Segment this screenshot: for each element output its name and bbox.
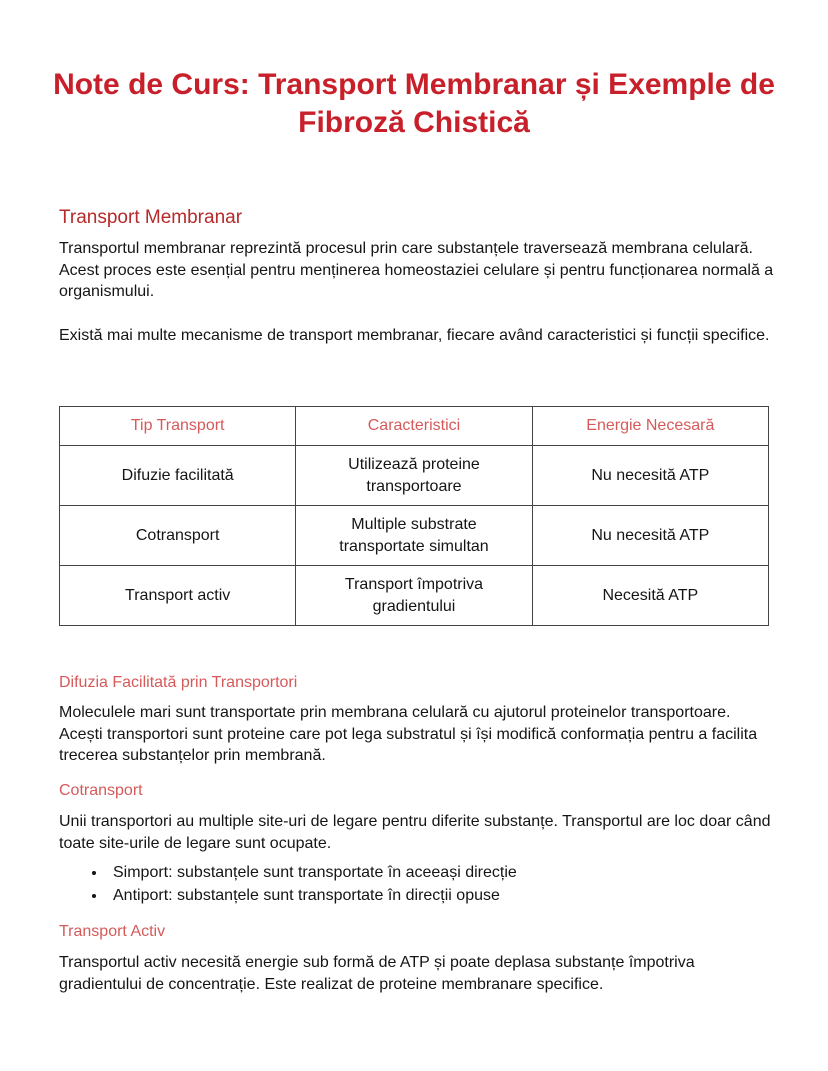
cotransport-paragraph: Unii transportori au multiple site-uri de legare pentru diferite substanțe. Transportul are loc doar când toate site-urile de legare sunt ocupate. — [59, 813, 771, 852]
table-header-cell: Tip Transport — [60, 407, 296, 446]
table-cell: Utilizează proteine transportoare — [296, 446, 532, 506]
mechanisms-paragraph: Există mai multe mecanisme de transport membranar, fiecare având caracteristici și funcții specifice. — [59, 327, 770, 344]
table-cell: Cotransport — [60, 506, 296, 566]
table-header-cell: Energie Necesară — [532, 407, 768, 446]
table-header-cell: Caracteristici — [296, 407, 532, 446]
table-cell: Necesită ATP — [532, 566, 768, 626]
table-row — [60, 566, 769, 626]
intro-paragraph: Transportul membranar reprezintă procesul prin care substanțele traversează membrana celulară. Acest proces este esențial pentru menținerea homeostaziei celulare și pentru funcționarea normală a organismului. — [59, 240, 774, 300]
table-row — [60, 446, 769, 506]
difuzia-paragraph: Moleculele mari sunt transportate prin membrana celulară cu ajutorul proteinelor transportoare. Acești transportori sunt proteine care pot lega substratul și își modifică conformația pentru a facilita trecerea substanțelor prin membrană. — [59, 704, 758, 764]
table-header-row — [60, 407, 769, 446]
transport-types-table — [59, 406, 769, 626]
table-cell: Multiple substrate transportate simultan — [296, 506, 532, 566]
table-cell: Nu necesită ATP — [532, 446, 768, 506]
page-title: Note de Curs: Transport Membranar și Exemple de Fibroză Chistică — [53, 68, 775, 139]
subsection-heading-cotransport: Cotransport — [59, 782, 143, 799]
table-cell: Nu necesită ATP — [532, 506, 768, 566]
table-cell: Transport împotriva gradientului — [296, 566, 532, 626]
list-item: • Antiport: substanțele sunt transportate în direcții opuse — [107, 884, 517, 907]
subsection-heading-difuzia-facilitata: Difuzia Facilitată prin Transportori — [59, 674, 298, 691]
list-item: • Simport: substanțele sunt transportate în aceeași direcție — [107, 861, 517, 884]
transport-activ-paragraph: Transportul activ necesită energie sub formă de ATP și poate deplasa substanțe împotriva gradientului de concentrație. Este realizat de proteine membranare specifice. — [59, 954, 695, 993]
subsection-heading-transport-activ: Transport Activ — [59, 923, 166, 940]
table-row — [60, 506, 769, 566]
cotransport-bullet-list — [59, 861, 517, 907]
table-cell: Difuzie facilitată — [60, 446, 296, 506]
section-heading-transport-membranar: Transport Membranar — [59, 207, 243, 228]
table-cell: Transport activ — [60, 566, 296, 626]
